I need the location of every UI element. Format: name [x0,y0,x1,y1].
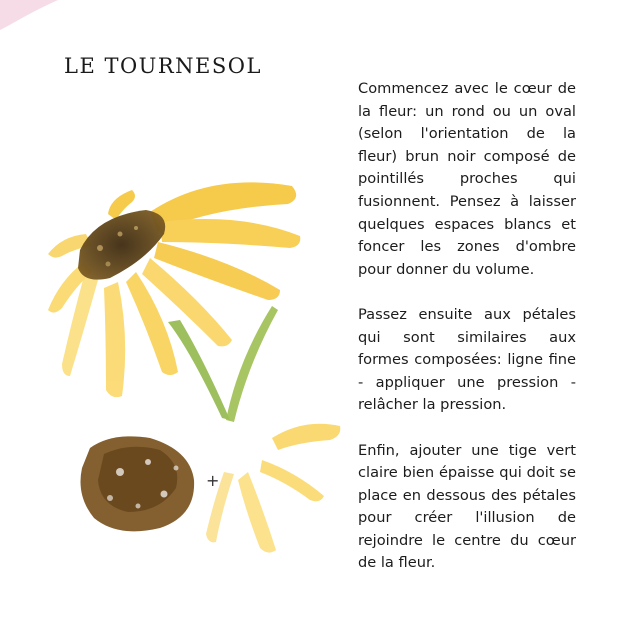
paragraph-petals: Passez ensuite aux pétales qui sont similaires aux formes composées: ligne fine - appliquer une pression - relâcher la pression. [358,305,576,414]
petal-study [206,424,340,553]
paragraph-stem: Enfin, ajouter une tige vert claire bien épaisse qui doit se place en dessous des pétales pour créer l'illusion de rejoindre le centre du cœur de la fleur. [358,441,576,572]
instructions-text [358,78,576,575]
sunflower-petals [48,182,300,397]
heart-study [81,436,195,531]
page-title: LE TOURNESOL [64,54,262,78]
paragraph-heart: Commencez avec le cœur de la fleur: un rond ou un oval (selon l'orientation de la fleur) brun noir composé de pointillés proches qui fusionnent. Pensez à laisser quelques espaces blancs et foncer les zones d'ombre pour donner du volume. [358,80,576,278]
stem-shape [168,306,278,422]
pink-corner-wash [0,0,60,40]
sunflower-illustration [0,150,350,570]
plus-sign: + [206,471,220,490]
